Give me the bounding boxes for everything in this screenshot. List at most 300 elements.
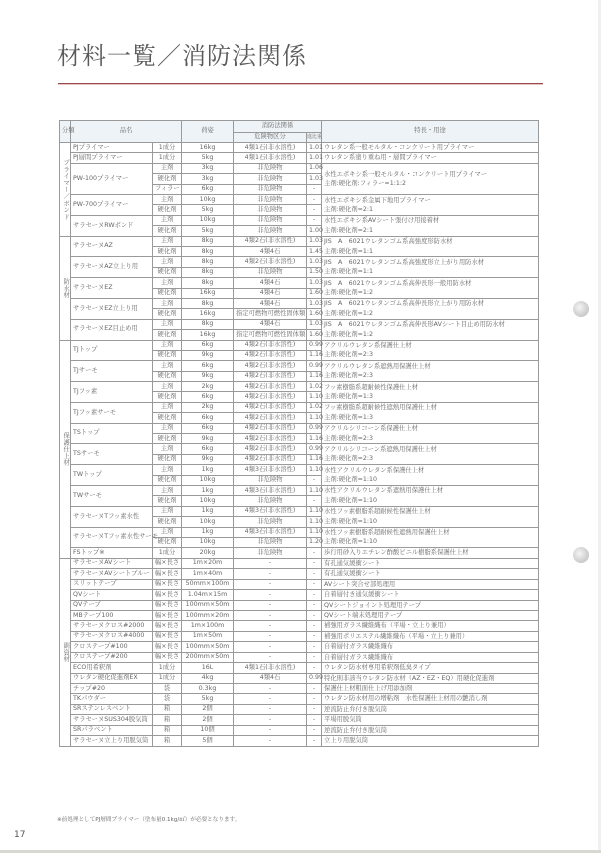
hazard-class: - bbox=[234, 694, 307, 704]
product-name: MBテープ100 bbox=[71, 610, 153, 620]
component-type: 主剤 bbox=[153, 402, 182, 412]
hazard-class: 4類2石(非水溶性) bbox=[234, 382, 307, 392]
category-label: プライマー／ボンド bbox=[60, 143, 71, 237]
table-row bbox=[60, 195, 539, 205]
product-name: サラセーヌクロス#2000 bbox=[71, 621, 153, 631]
component-type: 幅×長さ bbox=[153, 642, 182, 652]
product-name: サラセーヌAVシートブルー bbox=[71, 569, 153, 579]
component-type: 硬化剤 bbox=[153, 330, 182, 340]
usage-description: 平場用脱気筒 bbox=[324, 716, 362, 724]
packing: 50mm×100m bbox=[182, 579, 234, 589]
usage-description: 水性エポキシ系AVシート張付け用接着材 bbox=[324, 217, 440, 225]
usage-description: 補強用ガラス繊維織布（平場・立上り兼用） bbox=[324, 622, 450, 630]
specific-gravity: 1.10 bbox=[307, 392, 322, 402]
component-type: 主剤 bbox=[153, 444, 182, 454]
hazard-class: - bbox=[234, 642, 307, 652]
usage-description: フッ素樹脂系超耐候性保護仕上材 bbox=[324, 383, 419, 391]
table-row bbox=[60, 506, 539, 516]
packing: 10kg bbox=[182, 537, 234, 547]
materials-table bbox=[59, 120, 539, 747]
specific-gravity: 1.00 bbox=[307, 226, 322, 236]
hazard-class: 非危険物 bbox=[234, 174, 307, 184]
usage-description: 有孔通気緩衝シート bbox=[324, 559, 381, 567]
hazard-class: - bbox=[234, 610, 307, 620]
packing: 200mm×50m bbox=[182, 652, 234, 662]
component-type: 硬化剤 bbox=[153, 475, 182, 485]
table-row bbox=[60, 631, 539, 641]
table-row bbox=[60, 298, 539, 308]
packing: 5kg bbox=[182, 226, 234, 236]
specific-gravity: - bbox=[307, 652, 322, 662]
specific-gravity: - bbox=[307, 736, 322, 746]
table-row bbox=[60, 402, 539, 412]
specific-gravity: - bbox=[307, 579, 322, 589]
usage-description: JIS A 6021ウレタンゴム系高強度形防水材 bbox=[324, 238, 453, 246]
table-row bbox=[60, 652, 539, 662]
hazard-class: - bbox=[234, 631, 307, 641]
packing: 1m×50m bbox=[182, 631, 234, 641]
features-usage bbox=[322, 163, 539, 194]
specific-gravity: - bbox=[307, 684, 322, 694]
hazard-class: - bbox=[234, 736, 307, 746]
product-name: QVテープ bbox=[71, 600, 153, 610]
component-type: 幅×長さ bbox=[153, 652, 182, 662]
specific-gravity: - bbox=[307, 205, 322, 215]
features-usage bbox=[322, 423, 539, 444]
features-usage bbox=[322, 704, 539, 714]
features-usage bbox=[322, 527, 539, 548]
hazard-class: 非危険物 bbox=[234, 163, 307, 173]
packing: 1kg bbox=[182, 527, 234, 537]
table-row bbox=[60, 527, 539, 537]
product-name: FSトップ※ bbox=[71, 548, 153, 558]
header-features: 特長・用途 bbox=[322, 121, 539, 143]
component-type: 1成分 bbox=[153, 143, 182, 153]
features-usage bbox=[322, 715, 539, 725]
hazard-class: - bbox=[234, 590, 307, 600]
table-row bbox=[60, 704, 539, 714]
table-row bbox=[60, 423, 539, 433]
features-usage bbox=[322, 673, 539, 683]
packing: 1m×20m bbox=[182, 558, 234, 568]
mix-ratio: 主剤:硬化剤=2:3 bbox=[324, 372, 374, 380]
component-type: 主剤 bbox=[153, 215, 182, 225]
usage-description: 水性アクリルウレタン系保護仕上材 bbox=[324, 466, 425, 474]
hazard-class: 4類3石(非水溶性) bbox=[234, 465, 307, 475]
binder-hole-icon bbox=[573, 547, 589, 563]
component-type: 主剤 bbox=[153, 527, 182, 537]
page-number: 17 bbox=[14, 830, 26, 840]
product-name: サラセーヌ立上り用脱気筒 bbox=[71, 736, 153, 746]
component-type: 硬化剤 bbox=[153, 371, 182, 381]
specific-gravity: 0.99 bbox=[307, 340, 322, 350]
packing: 6kg bbox=[182, 184, 234, 194]
table-row bbox=[60, 621, 539, 631]
mix-ratio: 主剤:硬化剤=2:3 bbox=[324, 455, 374, 463]
binder-hole-icon bbox=[573, 301, 589, 317]
table-row bbox=[60, 642, 539, 652]
specific-gravity: 1.16 bbox=[307, 350, 322, 360]
specific-gravity: 1.10 bbox=[307, 527, 322, 537]
specific-gravity: - bbox=[307, 715, 322, 725]
packing: 6kg bbox=[182, 444, 234, 454]
category-label: 保護仕上材 bbox=[60, 340, 71, 558]
specific-gravity: 1.01 bbox=[307, 143, 322, 153]
specific-gravity: 1.06 bbox=[307, 163, 322, 173]
hazard-class: 4類2石(非水溶性) bbox=[234, 371, 307, 381]
table-row bbox=[60, 361, 539, 371]
packing: 10kg bbox=[182, 517, 234, 527]
features-usage bbox=[322, 444, 539, 465]
hazard-class: 4類4石 bbox=[234, 673, 307, 683]
features-usage bbox=[322, 652, 539, 662]
table-row bbox=[60, 465, 539, 475]
table-row bbox=[60, 736, 539, 746]
specific-gravity: 0.99 bbox=[307, 423, 322, 433]
features-usage bbox=[322, 215, 539, 236]
packing: 9kg bbox=[182, 350, 234, 360]
mix-ratio: 主剤:硬化剤=1:1 bbox=[324, 247, 374, 255]
category-label: 防水材 bbox=[60, 236, 71, 340]
mix-ratio: 主剤:硬化剤=1:10 bbox=[324, 538, 378, 546]
hazard-class: 4類3石(非水溶性) bbox=[234, 485, 307, 495]
features-usage bbox=[322, 465, 539, 486]
features-usage bbox=[322, 340, 539, 361]
table-row bbox=[60, 382, 539, 392]
table-row bbox=[60, 725, 539, 735]
header-specific-gravity: 進比重 bbox=[307, 133, 322, 143]
component-type: 主剤 bbox=[153, 298, 182, 308]
features-usage bbox=[322, 143, 539, 153]
hazard-class: 4類2石(非水溶性) bbox=[234, 413, 307, 423]
component-type: 箱 bbox=[153, 715, 182, 725]
usage-description: フッ素樹脂系超耐候性遮熱用保護仕上材 bbox=[324, 404, 437, 412]
usage-description: 水性エポキシ系金属下地用プライマー bbox=[324, 196, 431, 204]
table-row bbox=[60, 694, 539, 704]
hazard-class: 非危険物 bbox=[234, 517, 307, 527]
hazard-class: 4類2石(非水溶性) bbox=[234, 423, 307, 433]
product-name: QVシート bbox=[71, 590, 153, 600]
mix-ratio: 主剤:硬化剤=1:10 bbox=[324, 496, 378, 504]
product-name: TJサーモ bbox=[71, 361, 153, 382]
table-row bbox=[60, 558, 539, 568]
hazard-class: 4類1石(非水溶性) bbox=[234, 153, 307, 163]
table-header-row bbox=[60, 121, 539, 133]
packing: 6kg bbox=[182, 392, 234, 402]
hazard-class: - bbox=[234, 684, 307, 694]
product-name: PJプライマー bbox=[71, 143, 153, 153]
hazard-class: 4類4石 bbox=[234, 319, 307, 329]
product-name: TSサーモ bbox=[71, 444, 153, 465]
product-name: クロステープ#200 bbox=[71, 652, 153, 662]
component-type: 硬化剤 bbox=[153, 454, 182, 464]
table-row bbox=[60, 215, 539, 225]
table-row bbox=[60, 485, 539, 495]
specific-gravity: - bbox=[307, 610, 322, 620]
title-divider bbox=[58, 83, 543, 84]
mix-ratio: 主剤:硬化剤=1:10 bbox=[324, 476, 378, 484]
component-type: 幅×長さ bbox=[153, 569, 182, 579]
component-type: 主剤 bbox=[153, 465, 182, 475]
usage-description: JIS A 6021ウレタンゴム系高伸長形一般用防水材 bbox=[324, 279, 472, 287]
features-usage bbox=[322, 361, 539, 382]
header-name: 品名 bbox=[71, 121, 182, 143]
specific-gravity: 1.10 bbox=[307, 413, 322, 423]
packing: 16L bbox=[182, 663, 234, 673]
component-type: 主剤 bbox=[153, 485, 182, 495]
hazard-class: 4類2石(非水溶性) bbox=[234, 257, 307, 267]
specific-gravity: - bbox=[307, 548, 322, 558]
usage-description: QVシート端末処理用テープ bbox=[324, 611, 403, 619]
product-name: TKパウダー bbox=[71, 694, 153, 704]
component-type: 箱 bbox=[153, 704, 182, 714]
usage-description: 立上り用脱気筒 bbox=[324, 737, 369, 745]
packing: 4kg bbox=[182, 673, 234, 683]
features-usage bbox=[322, 736, 539, 746]
component-type: 主剤 bbox=[153, 195, 182, 205]
specific-gravity: 1.03 bbox=[307, 257, 322, 267]
hazard-class: 4類2石(非水溶性) bbox=[234, 350, 307, 360]
component-type: 幅×長さ bbox=[153, 579, 182, 589]
product-name: TJフッ素サーモ bbox=[71, 402, 153, 423]
mix-ratio: 主剤:硬化剤=1:2 bbox=[324, 309, 374, 317]
usage-description: 保護仕上材粗面仕上げ用添加剤 bbox=[324, 685, 413, 693]
mix-ratio: 主剤:硬化剤=1:2 bbox=[324, 330, 374, 338]
hazard-class: 非危険物 bbox=[234, 195, 307, 205]
usage-description: 逆流防止弁付き脱気筒 bbox=[324, 705, 387, 713]
component-type: 主剤 bbox=[153, 278, 182, 288]
usage-description: 自着層付ガラス繊維織布 bbox=[324, 653, 394, 661]
table-row bbox=[60, 673, 539, 683]
product-name: サラセーヌTフッ素水性サーモ bbox=[71, 527, 153, 548]
packing: 10kg bbox=[182, 215, 234, 225]
component-type: 硬化剤 bbox=[153, 537, 182, 547]
packing: 9kg bbox=[182, 454, 234, 464]
hazard-class: 4類2石(非水溶性) bbox=[234, 340, 307, 350]
packing: 2kg bbox=[182, 402, 234, 412]
component-type: 主剤 bbox=[153, 423, 182, 433]
specific-gravity: 1.60 bbox=[307, 309, 322, 319]
specific-gravity: 1.10 bbox=[307, 485, 322, 495]
specific-gravity: 1.02 bbox=[307, 402, 322, 412]
category-label: 副資材 bbox=[60, 558, 71, 746]
specific-gravity: 1.03 bbox=[307, 278, 322, 288]
specific-gravity: 0.99 bbox=[307, 444, 322, 454]
component-type: 幅×長さ bbox=[153, 590, 182, 600]
product-name: SRステンレスベント bbox=[71, 704, 153, 714]
hazard-class: 4類4石 bbox=[234, 298, 307, 308]
component-type: 1成分 bbox=[153, 673, 182, 683]
hazard-class: 非危険物 bbox=[234, 184, 307, 194]
specific-gravity: 1.16 bbox=[307, 454, 322, 464]
hazard-class: - bbox=[234, 704, 307, 714]
component-type: 主剤 bbox=[153, 319, 182, 329]
component-type: 硬化剤 bbox=[153, 309, 182, 319]
product-name: サラセーヌSUS304脱気筒 bbox=[71, 715, 153, 725]
product-name: サラセーヌクロス#4000 bbox=[71, 631, 153, 641]
product-name: TWトップ bbox=[71, 465, 153, 486]
specific-gravity: 1.50 bbox=[307, 267, 322, 277]
table-row bbox=[60, 590, 539, 600]
specific-gravity: - bbox=[307, 215, 322, 225]
usage-description: 水性エポキシ系一般モルタル・コンクリート用プライマー bbox=[324, 170, 488, 178]
table-row bbox=[60, 610, 539, 620]
specific-gravity: - bbox=[307, 475, 322, 485]
specific-gravity: 0.99 bbox=[307, 361, 322, 371]
component-type: 1成分 bbox=[153, 663, 182, 673]
specific-gravity: 1.03 bbox=[307, 236, 322, 246]
usage-description: ウレタン系一般モルタル・コンクリート用プライマー bbox=[324, 144, 475, 151]
component-type: 箱 bbox=[153, 736, 182, 746]
features-usage bbox=[322, 621, 539, 631]
specific-gravity: 1.16 bbox=[307, 371, 322, 381]
specific-gravity: 1.20 bbox=[307, 537, 322, 547]
usage-description: QVシートジョイント処理用テープ bbox=[324, 601, 421, 609]
specific-gravity: - bbox=[307, 725, 322, 735]
packing: 1kg bbox=[182, 506, 234, 516]
header-fire-law: 消防法関係 bbox=[234, 121, 322, 133]
usage-description: 自着層付き通気緩衝シート bbox=[324, 591, 400, 599]
features-usage bbox=[322, 485, 539, 506]
hazard-class: - bbox=[234, 715, 307, 725]
packing: 3kg bbox=[182, 163, 234, 173]
packing: 1kg bbox=[182, 465, 234, 475]
component-type: 主剤 bbox=[153, 257, 182, 267]
specific-gravity: 1.45 bbox=[307, 247, 322, 257]
hazard-class: - bbox=[234, 725, 307, 735]
mix-ratio: 主剤:硬化剤=1:3 bbox=[324, 413, 374, 421]
component-type: 硬化剤 bbox=[153, 413, 182, 423]
header-packing: 荷姿 bbox=[182, 121, 234, 143]
features-usage bbox=[322, 153, 539, 163]
hazard-class: - bbox=[234, 652, 307, 662]
product-name: TWサーモ bbox=[71, 485, 153, 506]
specific-gravity: 1.03 bbox=[307, 319, 322, 329]
hazard-class: 非危険物 bbox=[234, 215, 307, 225]
packing: 100mm×50m bbox=[182, 642, 234, 652]
hazard-class: - bbox=[234, 569, 307, 579]
hazard-class: 4類3石(非水溶性) bbox=[234, 506, 307, 516]
table-row bbox=[60, 715, 539, 725]
specific-gravity: - bbox=[307, 694, 322, 704]
packing: 1m×40m bbox=[182, 569, 234, 579]
component-type: 袋 bbox=[153, 684, 182, 694]
header-category: 分類 bbox=[60, 121, 71, 143]
features-usage bbox=[322, 579, 539, 589]
hazard-class: 4類2石(非水溶性) bbox=[234, 444, 307, 454]
features-usage bbox=[322, 663, 539, 673]
features-usage bbox=[322, 600, 539, 610]
table-row bbox=[60, 153, 539, 163]
product-name: チップ#20 bbox=[71, 684, 153, 694]
product-name: ECO用希釈剤 bbox=[71, 663, 153, 673]
specific-gravity: 1.60 bbox=[307, 288, 322, 298]
hazard-class: 4類3石(非水溶性) bbox=[234, 527, 307, 537]
component-type: 主剤 bbox=[153, 163, 182, 173]
product-name: サラセーヌEZ目止め用 bbox=[71, 319, 153, 340]
packing: 8kg bbox=[182, 257, 234, 267]
packing: 6kg bbox=[182, 361, 234, 371]
packing: 100mm×50m bbox=[182, 600, 234, 610]
packing: 10kg bbox=[182, 496, 234, 506]
usage-description: 逆流防止弁付き脱気筒 bbox=[324, 726, 387, 734]
table-row bbox=[60, 340, 539, 350]
usage-description: 水性フッ素樹脂系超耐候性遮熱用保護仕上材 bbox=[324, 529, 450, 536]
features-usage bbox=[322, 236, 539, 257]
component-type: フィラー bbox=[153, 184, 182, 194]
product-name: サラセーヌRWボンド bbox=[71, 215, 153, 236]
component-type: 硬化剤 bbox=[153, 434, 182, 444]
features-usage bbox=[322, 506, 539, 527]
features-usage bbox=[322, 610, 539, 620]
component-type: 硬化剤 bbox=[153, 392, 182, 402]
product-name: サラセーヌTフッ素水性 bbox=[71, 506, 153, 527]
packing: 16kg bbox=[182, 309, 234, 319]
hazard-class: 非危険物 bbox=[234, 496, 307, 506]
specific-gravity: 1.10 bbox=[307, 506, 322, 516]
mix-ratio: 主剤:硬化剤=2:3 bbox=[324, 434, 374, 442]
component-type: 硬化剤 bbox=[153, 496, 182, 506]
packing: 100mm×20m bbox=[182, 610, 234, 620]
component-type: 硬化剤 bbox=[153, 226, 182, 236]
packing: 8kg bbox=[182, 319, 234, 329]
component-type: 幅×長さ bbox=[153, 600, 182, 610]
product-name: PW-100プライマー bbox=[71, 163, 153, 194]
specific-gravity: - bbox=[307, 195, 322, 205]
table-row bbox=[60, 548, 539, 558]
mix-ratio: 主剤:硬化剤=1:1 bbox=[324, 268, 374, 276]
table-row bbox=[60, 257, 539, 267]
component-type: 主剤 bbox=[153, 361, 182, 371]
packing: 6kg bbox=[182, 340, 234, 350]
mix-ratio: 主剤:硬化剤=1:3 bbox=[324, 392, 374, 400]
packing: 16kg bbox=[182, 288, 234, 298]
specific-gravity: - bbox=[307, 600, 322, 610]
features-usage bbox=[322, 548, 539, 558]
features-usage bbox=[322, 694, 539, 704]
product-name: サラセーヌAZ bbox=[71, 236, 153, 257]
features-usage bbox=[322, 642, 539, 652]
hazard-class: - bbox=[234, 600, 307, 610]
hazard-class: 非危険物 bbox=[234, 475, 307, 485]
table-row bbox=[60, 600, 539, 610]
hazard-class: 非危険物 bbox=[234, 205, 307, 215]
specific-gravity: 1.16 bbox=[307, 434, 322, 444]
packing: 10個 bbox=[182, 725, 234, 735]
packing: 8kg bbox=[182, 236, 234, 246]
usage-description: ウレタン防水材用の増粘剤 水性保護仕上材用の艶消し剤 bbox=[324, 695, 488, 703]
product-name: PW-700プライマー bbox=[71, 195, 153, 216]
packing: 8kg bbox=[182, 298, 234, 308]
component-type: 主剤 bbox=[153, 506, 182, 516]
usage-description: JIS A 6021ウレタンゴム系高強度形立上がり用防水材 bbox=[324, 258, 485, 266]
specific-gravity: - bbox=[307, 558, 322, 568]
features-usage bbox=[322, 298, 539, 319]
table-row bbox=[60, 236, 539, 246]
specific-gravity: 1.10 bbox=[307, 465, 322, 475]
specific-gravity: - bbox=[307, 704, 322, 714]
component-type: 幅×長さ bbox=[153, 558, 182, 568]
hazard-class: 非危険物 bbox=[234, 267, 307, 277]
product-name: サラセーヌAVシート bbox=[71, 558, 153, 568]
usage-description: ウレタン系塗り重ね用・層間プライマー bbox=[324, 154, 437, 162]
features-usage bbox=[322, 558, 539, 568]
table-row bbox=[60, 163, 539, 173]
hazard-class: 非危険物 bbox=[234, 226, 307, 236]
usage-description: AVシート突合せ部処理用 bbox=[324, 580, 396, 588]
features-usage bbox=[322, 725, 539, 735]
product-name: スリットテープ bbox=[71, 579, 153, 589]
